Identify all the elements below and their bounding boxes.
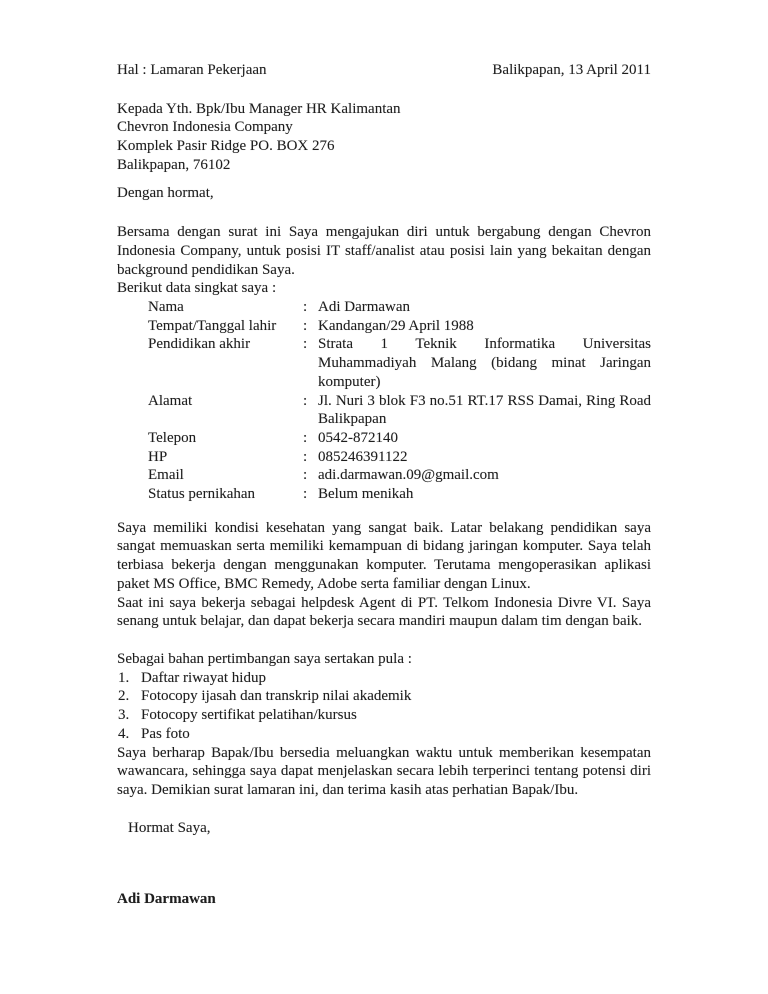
recipient-line: Kepada Yth. Bpk/Ibu Manager HR Kalimantan <box>117 100 401 117</box>
opening-paragraph: Bersama dengan surat ini Saya mengajukan diri untuk bergabung dengan Chevron Indonesia Company, untuk posisi IT staff/analist atau posisi lain yang bekaitan dengan background pendidikan Saya. <box>117 224 651 278</box>
table-row <box>117 298 651 317</box>
colon-separator: : <box>303 467 308 484</box>
table-row <box>117 429 651 448</box>
list-item-text: Pas foto <box>141 725 190 742</box>
opening-block <box>117 223 651 504</box>
field-value-telepon: 0542-872140 <box>318 429 398 446</box>
recipient-block <box>117 100 651 175</box>
colon-separator: : <box>303 486 308 503</box>
field-value-nama: Adi Darmawan <box>318 299 411 316</box>
closing-paragraph: Saya berharap Bapak/Ibu bersedia meluangkan waktu untuk memberikan kesempatan wawancara, sehingga saya dapat menjelaskan secara lebih terperinci tentang potensi diri saya. Demikian surat lamaran ini, dan terima kasih atas perhatian Bapak/Ibu. <box>117 744 651 798</box>
field-label-nama: Nama <box>148 299 184 316</box>
field-label-alamat: Alamat <box>148 392 193 409</box>
table-row <box>117 392 651 429</box>
field-value-status-pernikahan: Belum menikah <box>318 486 414 503</box>
current-work-paragraph: Saat ini saya bekerja sebagai helpdesk Agent di PT. Telkom Indonesia Divre VI. Saya senang untuk belajar, dan dapat bekerja secara mandiri maupun dalam tim dengan baik. <box>117 594 651 630</box>
salutation: Dengan hormat, <box>117 184 214 201</box>
field-value-tempat-tanggal-lahir: Kandangan/29 April 1988 <box>318 317 474 334</box>
list-item-number: 1. <box>118 669 130 686</box>
field-value-hp: 085246391122 <box>318 448 408 465</box>
recipient-line: Chevron Indonesia Company <box>117 119 293 136</box>
table-row <box>117 485 651 504</box>
qualification-block <box>117 519 651 631</box>
field-label-telepon: Telepon <box>148 429 197 446</box>
colon-separator: : <box>303 429 308 446</box>
letter-header <box>117 61 651 80</box>
attachments-intro: Sebagai bahan pertimbangan saya sertakan pula : <box>117 650 412 667</box>
list-item <box>117 725 651 744</box>
colon-separator: : <box>303 392 308 409</box>
list-item-number: 3. <box>118 707 130 724</box>
list-item <box>117 706 651 725</box>
colon-separator: : <box>303 448 308 465</box>
signature-name: Adi Darmawan <box>117 891 216 908</box>
signoff: Hormat Saya, <box>128 819 211 836</box>
colon-separator: : <box>303 336 308 353</box>
list-item-text: Daftar riwayat hidup <box>141 669 266 686</box>
attachments-list <box>117 669 651 744</box>
data-intro-line: Berikut data singkat saya : <box>117 280 277 297</box>
field-value-email: adi.darmawan.09@gmail.com <box>318 467 499 484</box>
list-item <box>117 687 651 706</box>
field-value-pendidikan-akhir: Strata 1 Teknik Informatika Universitas Muhammadiyah Malang (bidang minat Jaringan komputer) <box>318 336 651 390</box>
field-label-tempat-tanggal-lahir: Tempat/Tanggal lahir <box>148 317 277 334</box>
field-label-hp: HP <box>148 448 168 465</box>
table-row <box>117 335 651 391</box>
city-date-line: Balikpapan, 13 April 2011 <box>492 62 651 78</box>
field-label-status-pernikahan: Status pernikahan <box>148 486 256 503</box>
field-value-alamat: Jl. Nuri 3 blok F3 no.51 RT.17 RSS Damai, Ring Road Balikpapan <box>318 392 651 428</box>
list-item <box>117 669 651 688</box>
list-item-number: 2. <box>118 688 130 705</box>
table-row <box>117 317 651 336</box>
recipient-line: Komplek Pasir Ridge PO. BOX 276 <box>117 138 335 155</box>
personal-data-table <box>117 298 651 504</box>
subject-line: Hal : Lamaran Pekerjaan <box>117 62 267 78</box>
list-item-text: Fotocopy ijasah dan transkrip nilai akademik <box>141 688 412 705</box>
list-item-text: Fotocopy sertifikat pelatihan/kursus <box>141 707 357 724</box>
list-item-number: 4. <box>118 725 130 742</box>
table-row <box>117 448 651 467</box>
recipient-line: Balikpapan, 76102 <box>117 156 231 173</box>
colon-separator: : <box>303 299 308 316</box>
colon-separator: : <box>303 317 308 334</box>
qualification-paragraph: Saya memiliki kondisi kesehatan yang sangat baik. Latar belakang pendidikan saya sangat memuaskan serta memiliki kemampuan di bidang jaringan komputer. Saya telah terbiasa bekerja dengan menggunakan komputer. Terutama mengoperasikan aplikasi paket MS Office, BMC Remedy, Adobe serta familiar dengan Linux. <box>117 519 651 592</box>
field-label-email: Email <box>148 467 184 484</box>
field-label-pendidikan-akhir: Pendidikan akhir <box>148 336 251 353</box>
table-row <box>117 466 651 485</box>
